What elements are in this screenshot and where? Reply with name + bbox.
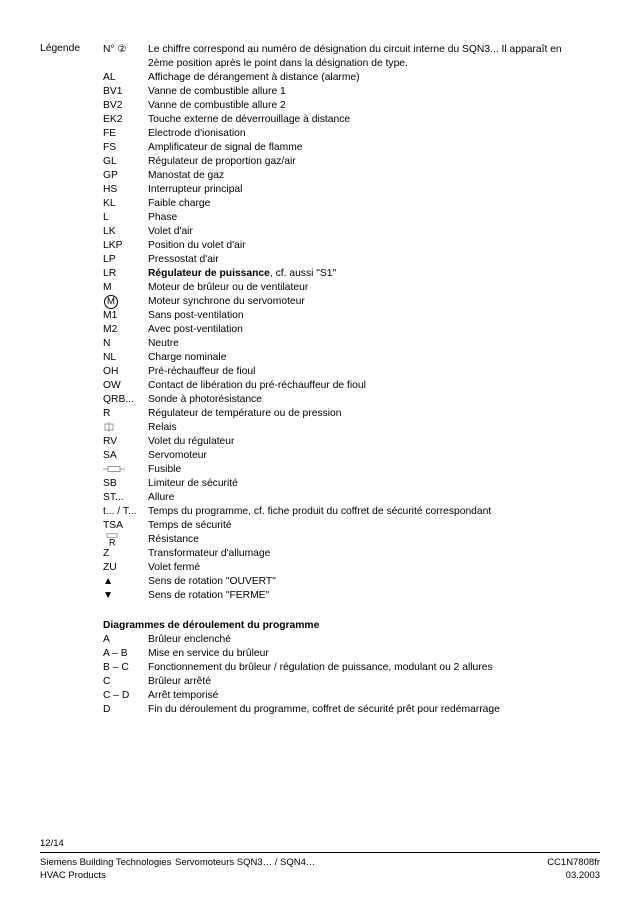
legend-row <box>103 57 603 71</box>
legend-value: Fusible <box>148 464 182 475</box>
legend-row <box>103 99 603 113</box>
legend-row <box>103 393 603 407</box>
legend-value: Temps de sécurité <box>148 520 232 531</box>
legend-value: Vanne de combustible allure 2 <box>148 100 286 111</box>
legend-value: Affichage de dérangement à distance (alarme) <box>148 72 360 83</box>
legend-row <box>103 169 603 183</box>
legend-key <box>103 295 148 309</box>
legend-value: Amplificateur de signal de flamme <box>148 142 303 153</box>
legend-key: RV <box>103 436 118 447</box>
legend-row <box>103 155 603 169</box>
legend-row <box>103 661 603 675</box>
legend-value: Le chiffre correspond au numéro de désignation du circuit interne du SQN3... Il apparaît en <box>148 44 562 55</box>
legend-key: TSA <box>103 520 124 531</box>
legend-key: LR <box>103 268 117 279</box>
legend-key: OW <box>103 380 121 391</box>
legend-key: A <box>103 634 110 646</box>
legend-key: M2 <box>103 324 118 335</box>
diagram-legend-list <box>103 633 603 717</box>
legend-value: Temps du programme, cf. fiche produit du coffret de sécurité correspondant <box>148 506 492 517</box>
footer-date: 03.2003 <box>565 870 600 881</box>
legend-key: N <box>103 338 111 349</box>
legend-value: Allure <box>148 492 175 503</box>
legend-row <box>103 561 603 575</box>
legend-row <box>103 703 603 717</box>
legend-group-3 <box>103 309 603 421</box>
legend-value: Servomoteur <box>148 450 207 461</box>
legend-value: Sens de rotation "FERME" <box>148 590 270 602</box>
legend-group-4 <box>103 435 603 463</box>
page-number: 12/14 <box>40 838 64 849</box>
legend-value: Touche externe de déverrouillage à distance <box>148 114 351 125</box>
legend-row <box>103 589 603 603</box>
legend-value <box>148 267 603 281</box>
legend-row <box>103 491 603 505</box>
legend-group-5 <box>103 477 603 533</box>
legend-key: C <box>103 676 111 688</box>
legend-key: M <box>103 282 112 293</box>
legend-key: L <box>103 212 109 223</box>
legend-value: Contact de libération du pré-réchauffeur de fioul <box>148 380 366 391</box>
legend-key: EK2 <box>103 114 123 125</box>
legend-row <box>103 197 603 211</box>
legend-row <box>103 281 603 295</box>
legend-row <box>103 689 603 703</box>
legend-row <box>103 43 603 57</box>
legend-row <box>103 505 603 519</box>
legend-row <box>103 519 603 533</box>
footer-division: HVAC Products <box>40 870 106 881</box>
legend-key: LK <box>103 226 116 237</box>
legend-value: Interrupteur principal <box>148 184 243 195</box>
fuse-symbol-icon <box>103 463 148 477</box>
footer-doc-id: CC1N7808fr <box>547 857 600 868</box>
legend-key: SA <box>103 450 117 461</box>
legend-key: HS <box>103 184 118 195</box>
legend-value: Transformateur d'allumage <box>148 548 271 560</box>
legend-value: 2ème position après le point dans la désignation de type. <box>148 58 408 69</box>
legend-row <box>103 85 603 99</box>
legend-value: Arrêt temporisé <box>148 690 219 702</box>
legend-key: A – B <box>103 648 128 660</box>
legend-key: LKP <box>103 240 123 251</box>
legend-row <box>103 253 603 267</box>
relay-symbol-icon <box>103 421 148 435</box>
legend-rest-text: , cf. aussi "S1" <box>269 268 337 279</box>
legend-row <box>103 127 603 141</box>
footer-product: Servomoteurs SQN3… / SQN4… <box>175 857 316 868</box>
legend-value: Pré-réchauffeur de fioul <box>148 366 256 377</box>
legend-row <box>103 309 603 323</box>
legend-key: ST... <box>103 492 124 503</box>
legend-value: Neutre <box>148 338 179 349</box>
legend-value: Charge nominale <box>148 352 227 363</box>
legend-value: Brûleur arrêté <box>148 676 211 688</box>
legend-row <box>103 71 603 85</box>
legend-bold-text: Régulateur de puissance <box>148 268 270 279</box>
legend-value: Volet du régulateur <box>148 436 235 447</box>
resistance-symbol-icon <box>103 533 148 547</box>
legend-key: FE <box>103 128 117 139</box>
diagram-section-title: Diagrammes de déroulement du programme <box>103 620 320 632</box>
legend-row <box>103 225 603 239</box>
legend-key: ▼ <box>103 590 114 602</box>
legend-group-2 <box>103 281 603 295</box>
legend-row <box>103 435 603 449</box>
legend-row <box>103 351 603 365</box>
legend-key: AL <box>103 72 116 83</box>
legend-row <box>103 379 603 393</box>
legend-key: M1 <box>103 310 118 321</box>
legend-row <box>103 675 603 689</box>
legend-key: QRB... <box>103 394 134 405</box>
legend-value: Régulateur de proportion gaz/air <box>148 156 296 167</box>
footer-company-name: Siemens Building Technologies <box>40 857 172 868</box>
legend-value: Volet d'air <box>148 226 193 237</box>
legend-value: Faible charge <box>148 198 211 209</box>
legend-row-relais <box>103 421 603 435</box>
legend-key: KL <box>103 198 116 209</box>
legend-value: Brûleur enclenché <box>148 634 231 646</box>
legend-value: Mise en service du brûleur <box>148 648 269 660</box>
legend-row <box>103 407 603 421</box>
footer-rule <box>40 852 600 853</box>
legend-key: D <box>103 704 111 716</box>
legend-key: R <box>103 408 111 419</box>
legend-row-m-circle <box>103 295 603 309</box>
legend-row <box>103 547 603 561</box>
legend-value: Moteur synchrone du servomoteur <box>148 296 305 307</box>
legend-heading: Légende <box>40 43 81 54</box>
legend-key: GP <box>103 170 118 181</box>
legend-value: Limiteur de sécurité <box>148 478 238 489</box>
legend-value: Avec post-ventilation <box>148 324 243 335</box>
footer-company <box>40 856 171 882</box>
legend-key: LP <box>103 254 116 265</box>
legend-value: Pressostat d'air <box>148 254 219 265</box>
legend-row <box>103 239 603 253</box>
legend-value: Manostat de gaz <box>148 170 225 181</box>
legend-row <box>103 211 603 225</box>
legend-group-1 <box>103 43 603 267</box>
legend-value: Régulateur de température ou de pression <box>148 408 342 419</box>
legend-key: ZU <box>103 562 117 574</box>
legend-value: Vanne de combustible allure 1 <box>148 86 286 97</box>
legend-value: Sans post-ventilation <box>148 310 244 321</box>
legend-key <box>103 57 148 71</box>
legend-row-lr <box>103 267 603 281</box>
legend-row <box>103 477 603 491</box>
legend-row <box>103 183 603 197</box>
legend-row <box>103 633 603 647</box>
legend-key: C – D <box>103 690 130 702</box>
resistance-letter: R <box>109 537 116 546</box>
legend-key: N° ② <box>103 44 127 55</box>
legend-row <box>103 647 603 661</box>
legend-value: Sens de rotation "OUVERT" <box>148 576 276 588</box>
legend-key: SB <box>103 478 117 489</box>
legend-key: OH <box>103 366 119 377</box>
legend-value: Sonde à photorésistance <box>148 394 262 405</box>
legend-value: Phase <box>148 212 178 223</box>
legend-list <box>103 43 603 717</box>
legend-row <box>103 141 603 155</box>
legend-value: Moteur de brûleur ou de ventilateur <box>148 282 309 293</box>
legend-row <box>103 113 603 127</box>
legend-value: Résistance <box>148 534 199 545</box>
legend-key: GL <box>103 156 117 167</box>
legend-row-resistance <box>103 533 603 547</box>
legend-row <box>103 365 603 379</box>
legend-row <box>103 323 603 337</box>
legend-value: Fonctionnement du brûleur / régulation de puissance, modulant ou 2 allures <box>148 662 493 674</box>
legend-key: t... / T... <box>103 506 137 517</box>
footer-doc-info <box>547 856 600 882</box>
legend-value: Position du volet d'air <box>148 240 246 251</box>
motor-circle-symbol: M <box>104 295 118 309</box>
legend-value: Volet fermé <box>148 562 201 574</box>
legend-value: Fin du déroulement du programme, coffret de sécurité prêt pour redémarrage <box>148 704 500 716</box>
legend-key: Z <box>103 548 110 560</box>
legend-key: BV1 <box>103 86 123 97</box>
legend-row <box>103 337 603 351</box>
legend-key: ▲ <box>103 576 114 588</box>
legend-value: Electrode d'ionisation <box>148 128 246 139</box>
legend-row <box>103 575 603 589</box>
legend-key: NL <box>103 352 117 363</box>
legend-row <box>103 449 603 463</box>
legend-value: Relais <box>148 422 177 433</box>
legend-group-6 <box>103 547 603 603</box>
legend-key: BV2 <box>103 100 123 111</box>
legend-row-fusible <box>103 463 603 477</box>
legend-key: FS <box>103 142 117 153</box>
legend-key: B – C <box>103 662 129 674</box>
